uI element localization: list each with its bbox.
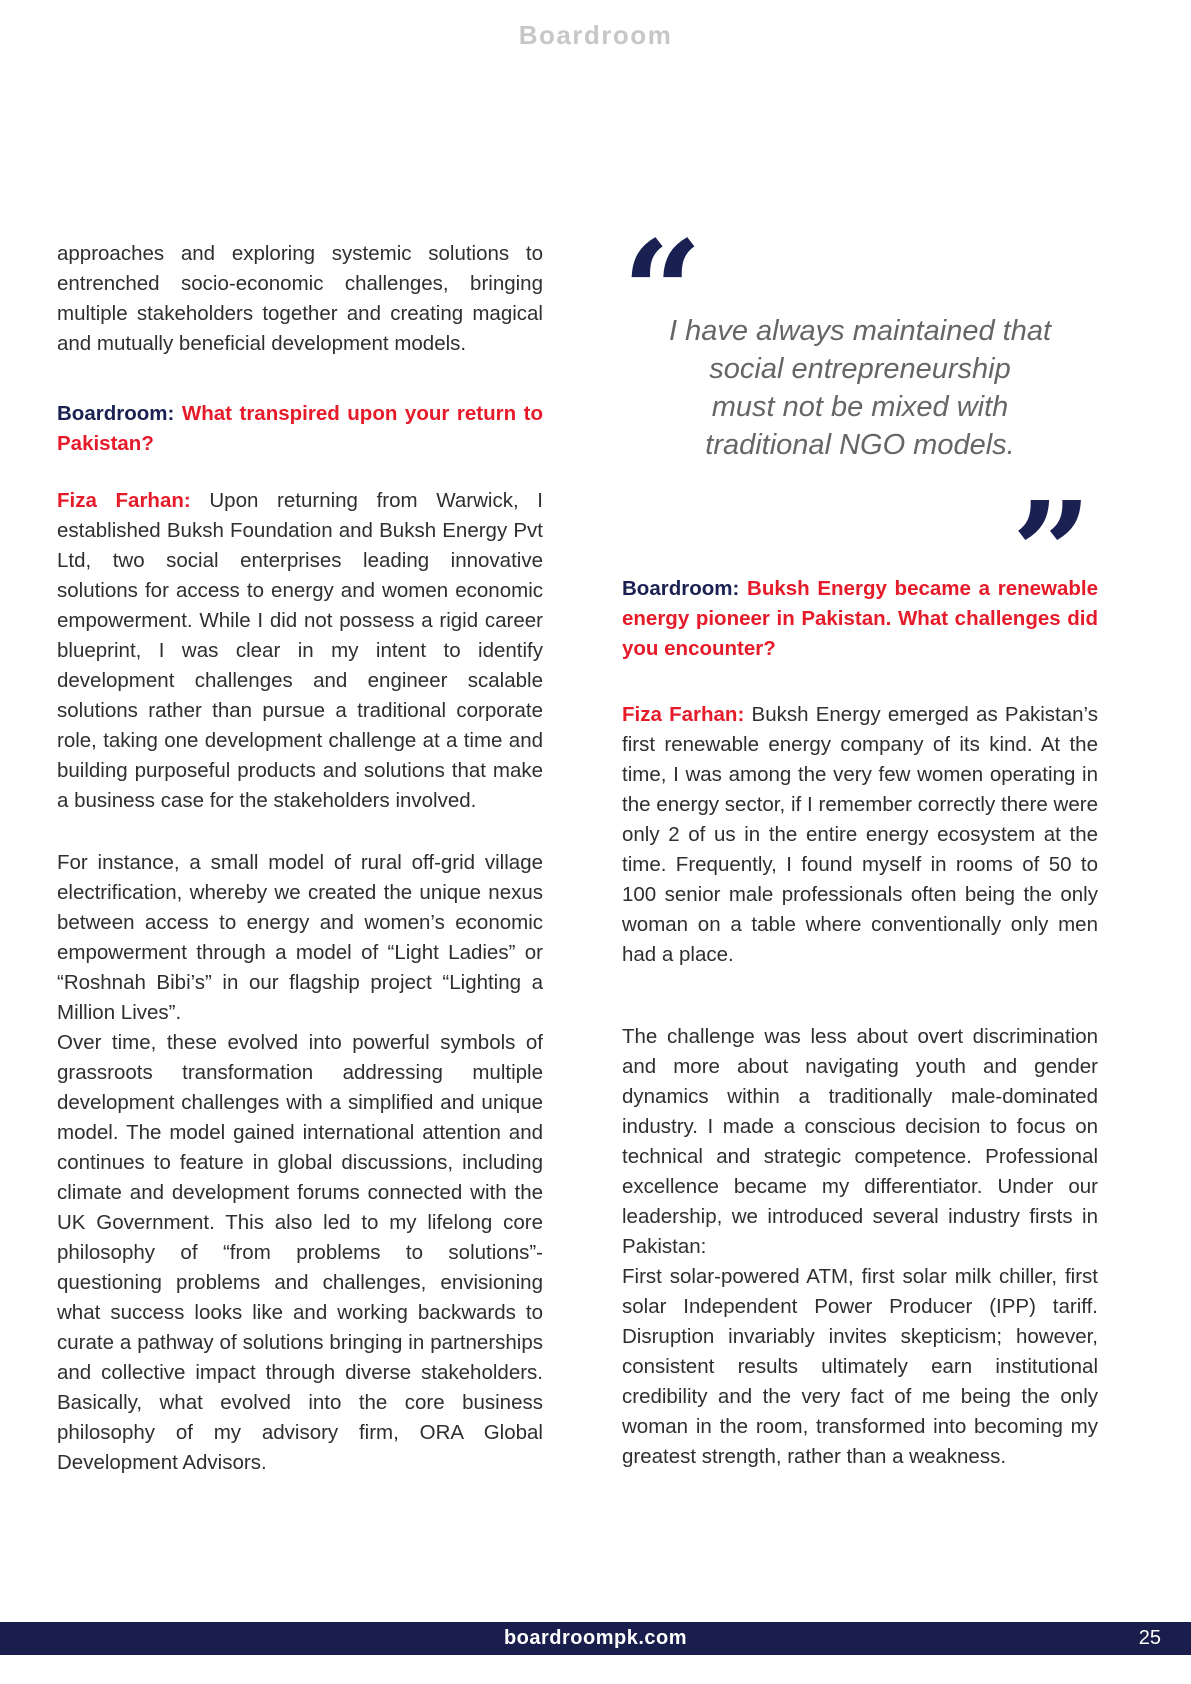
answer-1-label: Fiza Farhan:: [57, 489, 191, 512]
question-1: [57, 399, 543, 459]
answer-2-label: Fiza Farhan:: [622, 703, 745, 726]
close-quote-icon: ”: [1011, 472, 1092, 636]
paragraph-over-time: Over time, these evolved into powerful symbols of grassroots transformation addressing multiple development challenges with a simplified and unique model. The model gained international attention and continues to feature in global discussions, including climate and development forums connected with the UK Government. This also led to my lifelong core philosophy of “from problems to solutions”- questioning problems and challenges, envisioning what success looks like and working backwards to curate a pathway of solutions bringing in partnerships and collective impact through diverse stakeholders. Basically, what evolved into the core business philosophy of my advisory firm, ORA Global Development Advisors.: [57, 1031, 543, 1474]
pull-quote-line: must not be mixed with: [711, 391, 1009, 423]
footer-website: boardroompk.com: [503, 1627, 688, 1649]
pull-quote-line: traditional NGO models.: [705, 429, 1015, 461]
intro-paragraph: approaches and exploring systemic solutions to entrenched socio-economic challenges, bringing multiple stakeholders together and creating magical and mutually beneficial development models.: [57, 242, 543, 355]
question-1-text: What transpired upon your return to Pakistan?: [57, 402, 543, 455]
pull-quote: [622, 312, 1098, 464]
answer-2-text: Buksh Energy emerged as Pakistan’s first renewable energy company of its kind. At the time, I was among the very few women operating in the energy sector, if I remember correctly there were only 2 of us in the entire energy ecosystem at the time. Frequently, I found myself in rooms of 50 to 100 senior male professionals often being the only woman on a table where conventionally only men had a place.: [622, 703, 1098, 966]
question-1-label: Boardroom:: [57, 402, 175, 425]
pull-quote-line: social entrepreneurship: [709, 353, 1011, 385]
right-column-text: [622, 574, 1098, 1472]
answer-1-text: Upon returning from Warwick, I established Buksh Foundation and Buksh Energy Pvt Ltd, two social enterprises leading innovative solutions for access to energy and women economic empowerment. While I did not possess a rigid career blueprint, I was clear in my intent to identify development challenges and engineer scalable solutions rather than pursue a traditional corporate role, taking one development challenge at a time and building purposeful products and solutions that make a business case for the stakeholders involved.: [57, 489, 543, 812]
left-column: [57, 0, 543, 1478]
question-2-label: Boardroom:: [622, 577, 740, 600]
answer-1: [57, 486, 543, 816]
footer-page-number: 25: [1138, 1627, 1161, 1649]
question-2: [622, 574, 1098, 664]
open-quote-icon: “: [622, 211, 703, 375]
answer-2: [622, 700, 1098, 970]
paragraph-for-instance: For instance, a small model of rural off-grid village electrification, whereby we created the unique nexus between access to energy and women’s economic empowerment through a model of “Light Ladies” or “Roshnah Bibi’s” in our flagship project “Lighting a Million Lives”.: [57, 851, 543, 1024]
paragraph-challenge: The challenge was less about overt discrimination and more about navigating youth and gender dynamics within a traditionally male-dominated industry. I made a conscious decision to focus on technical and strategic competence. Professional excellence became my differentiator. Under our leadership, we introduced several industry firsts in Pakistan:: [622, 1025, 1098, 1258]
magazine-title: Boardroom: [518, 20, 673, 50]
right-column: [622, 0, 1098, 1600]
question-2-text: Buksh Energy became a renewable energy pioneer in Pakistan. What challenges did you encounter?: [622, 577, 1098, 660]
paragraph-industry-firsts: First solar-powered ATM, first solar milk chiller, first solar Independent Power Producer (IPP) tariff. Disruption invariably invites skepticism; however, consistent results ultimately earn institutional credibility and the very fact of me being the only woman in the room, transformed into becoming my greatest strength, rather than a weakness.: [622, 1265, 1098, 1468]
footer-bar: [0, 1622, 1191, 1655]
pull-quote-line: I have always maintained that: [668, 315, 1052, 347]
